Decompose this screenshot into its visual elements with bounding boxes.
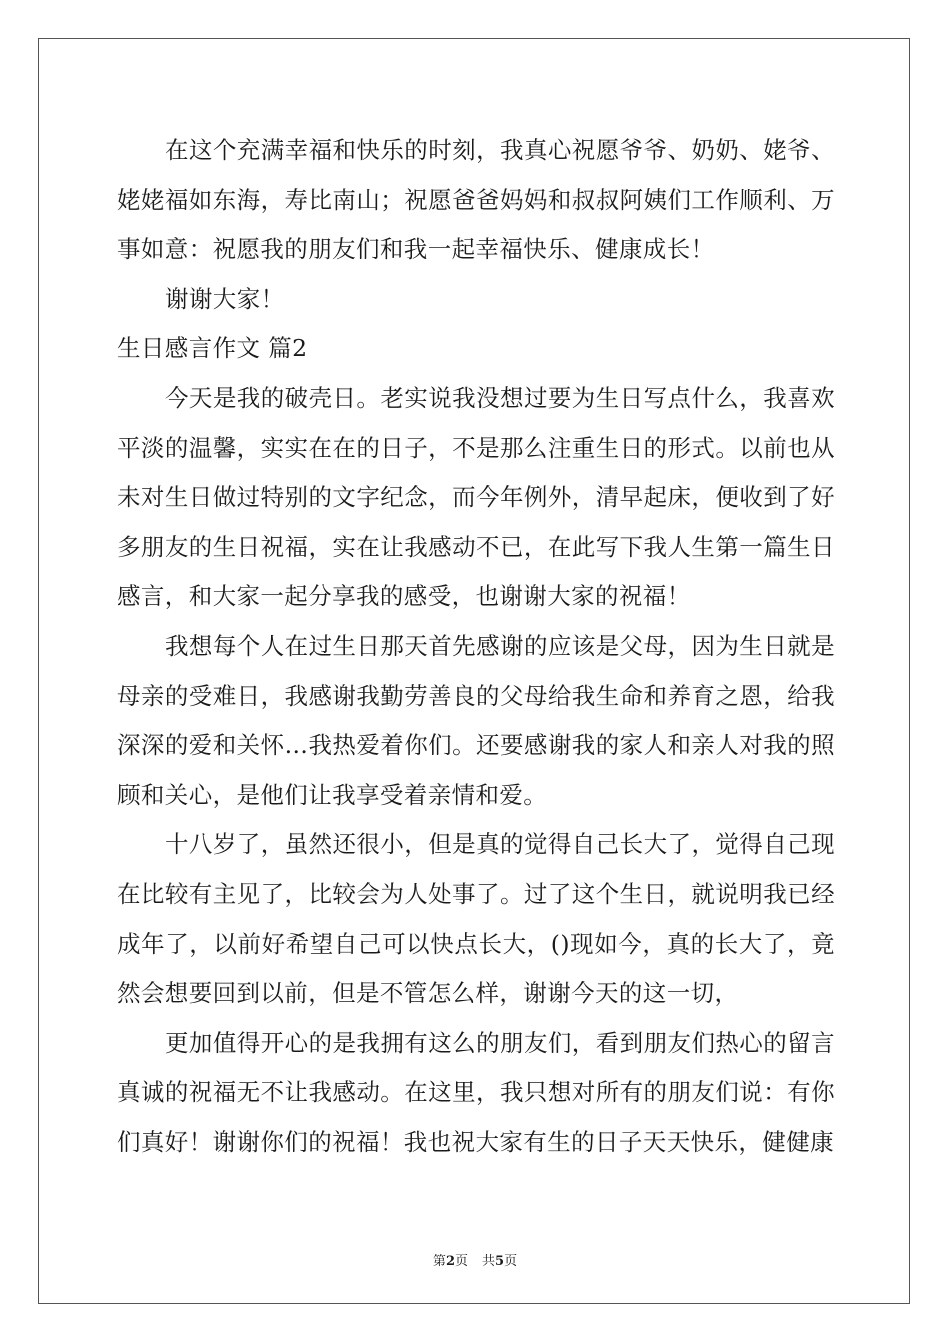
page-current-number: 2 [445,1254,455,1269]
paragraph-blessings: 在这个充满幸福和快乐的时刻，我真心祝愿爷爷、奶奶、姥爷、姥姥福如东海，寿比南山；祝愿爸爸妈妈和叔叔阿姨们工作顺利、万事如意：祝愿我的朋友们和我一起幸福快乐、健康成长！ [117,136,835,264]
total-label-prefix: 共 [482,1254,496,1269]
page-footer [0,1250,950,1269]
paragraph-friends: 更加值得开心的是我拥有这么的朋友们，看到朋友们热心的留言真诚的祝福无不让我感动。在这里，我只想对所有的朋友们说：有你们真好！谢谢你们的祝福！我也祝大家有生的日子天天快乐，健健康 [117,1028,835,1156]
page-label-suffix: 页 [454,1254,468,1269]
paragraph-parents: 我想每个人在过生日那天首先感谢的应该是父母，因为生日就是母亲的受难日，我感谢我勤劳善良的父母给我生命和养育之恩，给我深深的爱和关怀…我热爱着你们。还要感谢我的家人和亲人对我的照顾和关心，是他们让我享受着亲情和爱。 [117,631,835,809]
document-body [117,126,835,1167]
paragraph-thanks: 谢谢大家！ [165,284,285,313]
section-heading: 生日感言作文 篇2 [117,334,308,363]
total-label-suffix: 页 [504,1254,518,1269]
page-label-prefix: 第 [432,1254,446,1269]
paragraph-eighteen: 十八岁了，虽然还很小，但是真的觉得自己长大了，觉得自己现在比较有主见了，比较会为人处事了。过了这个生日，就说明我已经成年了，以前好希望自己可以快点长大，()现如今，真的长大了，竟然会想要回到以前，但是不管怎么样，谢谢今天的这一切， [117,830,835,1008]
page-total-number: 5 [495,1254,505,1269]
paragraph-birthday-intro: 今天是我的破壳日。老实说我没想过要为生日写点什么，我喜欢平淡的温馨，实实在在的日子，不是那么注重生日的形式。以前也从未对生日做过特别的文字纪念，而今年例外，清早起床，便收到了好多朋友的生日祝福，实在让我感动不已，在此写下我人生第一篇生日感言，和大家一起分享我的感受，也谢谢大家的祝福！ [117,383,835,611]
